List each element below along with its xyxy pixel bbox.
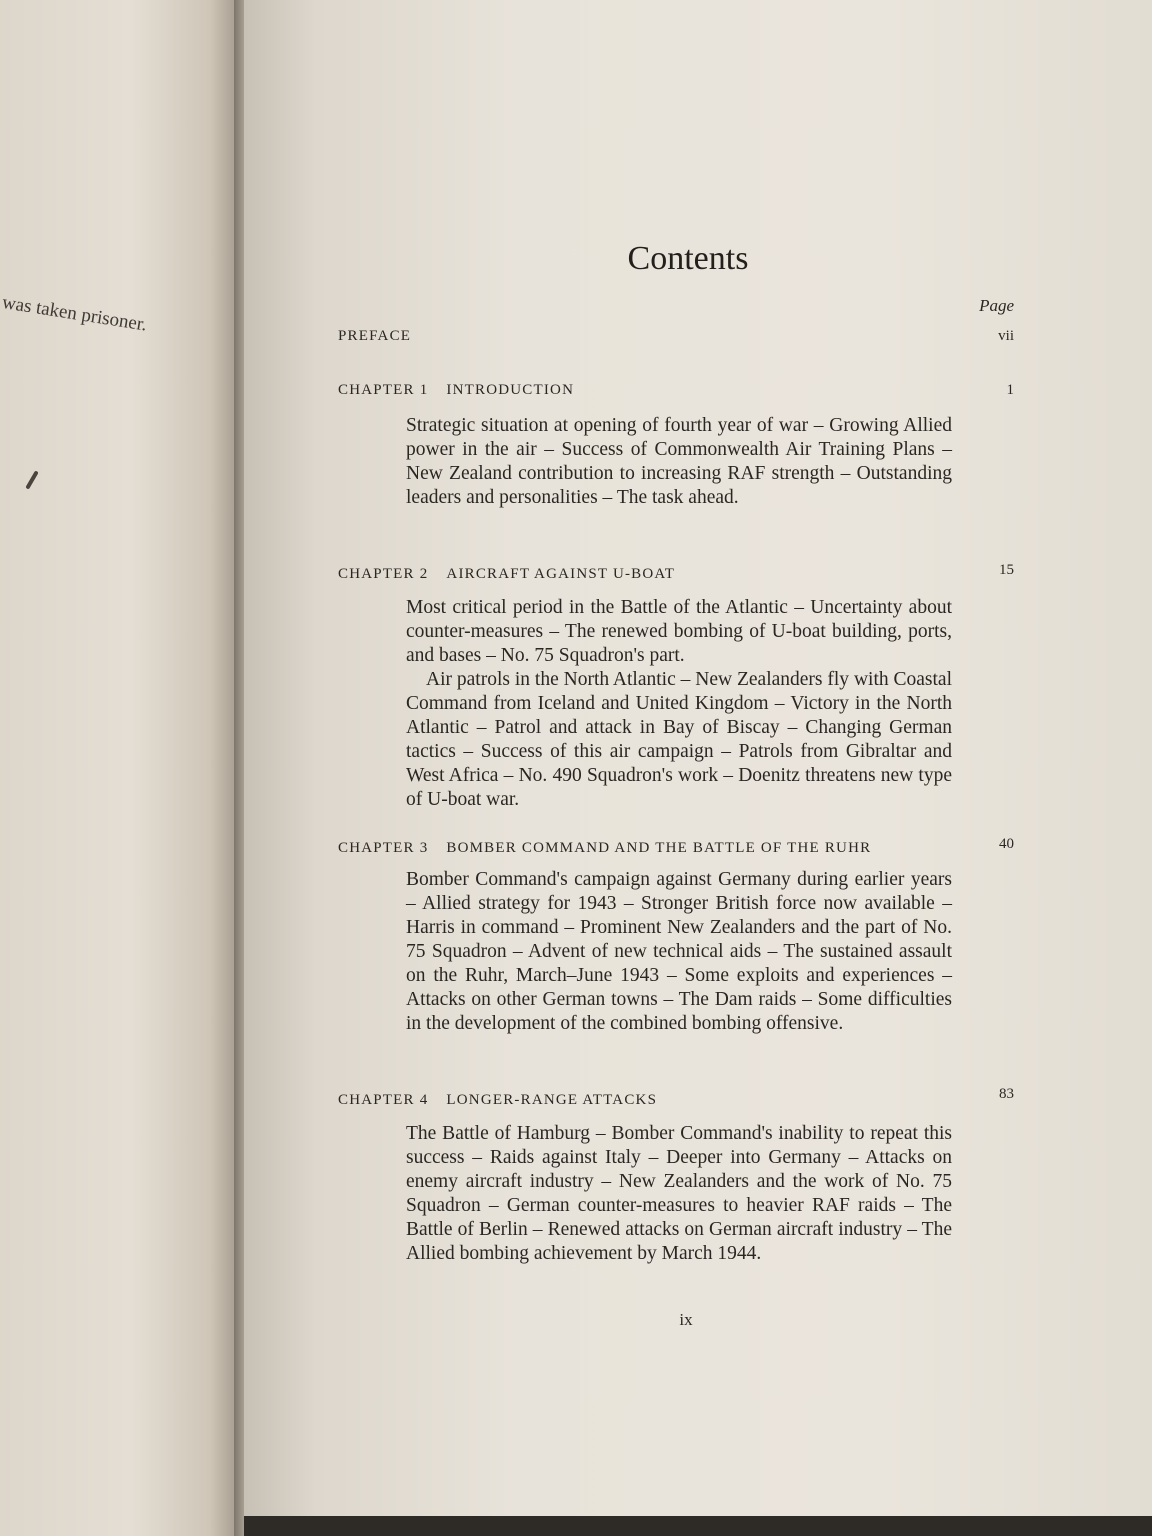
left-page-text-fragment: was taken prisoner.	[0, 292, 149, 336]
entry-page-number: vii	[998, 328, 1014, 344]
entry-label: PREFACE	[338, 328, 412, 344]
toc-entry-chapter-4	[338, 1092, 1018, 1109]
entry-label: CHAPTER 3	[338, 840, 429, 856]
entry-title: LONGER-RANGE ATTACKS	[446, 1092, 658, 1108]
chapter-3-summary	[406, 868, 952, 1036]
chapter-4-summary	[406, 1122, 952, 1266]
toc-entry-chapter-2	[338, 566, 1018, 583]
entry-label: CHAPTER 4	[338, 1092, 429, 1108]
entry-label: CHAPTER 1	[338, 382, 429, 398]
entry-title: INTRODUCTION	[446, 382, 575, 398]
summary-paragraph: Air patrols in the North Atlantic – New Zealanders fly with Coastal Command from Iceland and United Kingdom – Victory in the North Atlantic – Patrol and attack in Bay of Biscay – Changing German tactics – Success of this air campaign – Patrols from Gibraltar and West Africa – No. 490 Squadron's work – Doenitz threatens new type of U-boat war.	[406, 669, 952, 810]
ink-mark	[25, 470, 38, 489]
entry-page-number: 40	[999, 836, 1014, 852]
entry-label: CHAPTER 2	[338, 566, 429, 582]
entry-page-number: 1	[1006, 382, 1014, 398]
right-page	[244, 0, 1152, 1518]
summary-paragraph: The Battle of Hamburg – Bomber Command's inability to repeat this success – Raids against Italy – Deeper into Germany – Attacks on enemy aircraft industry – New Zealanders and the work of No. 75 Squadron – German counter-measures to heavier RAF raids – The Battle of Berlin – Renewed attacks on German aircraft industry – The Allied bombing achievement by March 1944.	[406, 1123, 952, 1264]
entry-title: BOMBER COMMAND AND THE BATTLE OF THE RUHR	[446, 840, 872, 856]
summary-paragraph: Most critical period in the Battle of the Atlantic – Uncertainty about counter-measures – The renewed bombing of U-boat building, ports, and bases – No. 75 Squadron's part.	[406, 597, 952, 666]
entry-page-number: 15	[999, 562, 1014, 578]
toc-entry-chapter-1	[338, 382, 1018, 399]
book-shadow	[244, 1516, 1152, 1536]
summary-paragraph: Bomber Command's campaign against Germany during earlier years – Allied strategy for 1943 – Stronger British force now available – Harris in command – Prominent New Zealanders and the part of No. 75 Squadron – Advent of new technical aids – The sustained assault on the Ruhr, March–June 1943 – Some exploits and experiences – Attacks on other German towns – The Dam raids – Some difficulties in the development of the combined bombing offensive.	[406, 869, 952, 1034]
chapter-1-summary	[406, 414, 952, 510]
summary-paragraph: Strategic situation at opening of fourth year of war – Growing Allied power in the air – Success of Commonwealth Air Training Plans – New Zealand contribution to increasing RAF strength – Outstanding leaders and personalities – The task ahead.	[406, 415, 952, 508]
page-folio: ix	[679, 1310, 693, 1329]
entry-page-number: 83	[999, 1086, 1014, 1102]
entry-title: AIRCRAFT AGAINST U-BOAT	[446, 566, 676, 582]
left-page	[0, 0, 238, 1536]
toc-entry-preface	[338, 328, 1018, 345]
page-column-label: Page	[979, 296, 1014, 315]
toc-entry-chapter-3	[338, 840, 1018, 857]
page-title: Contents	[627, 240, 749, 277]
chapter-2-summary	[406, 596, 952, 812]
